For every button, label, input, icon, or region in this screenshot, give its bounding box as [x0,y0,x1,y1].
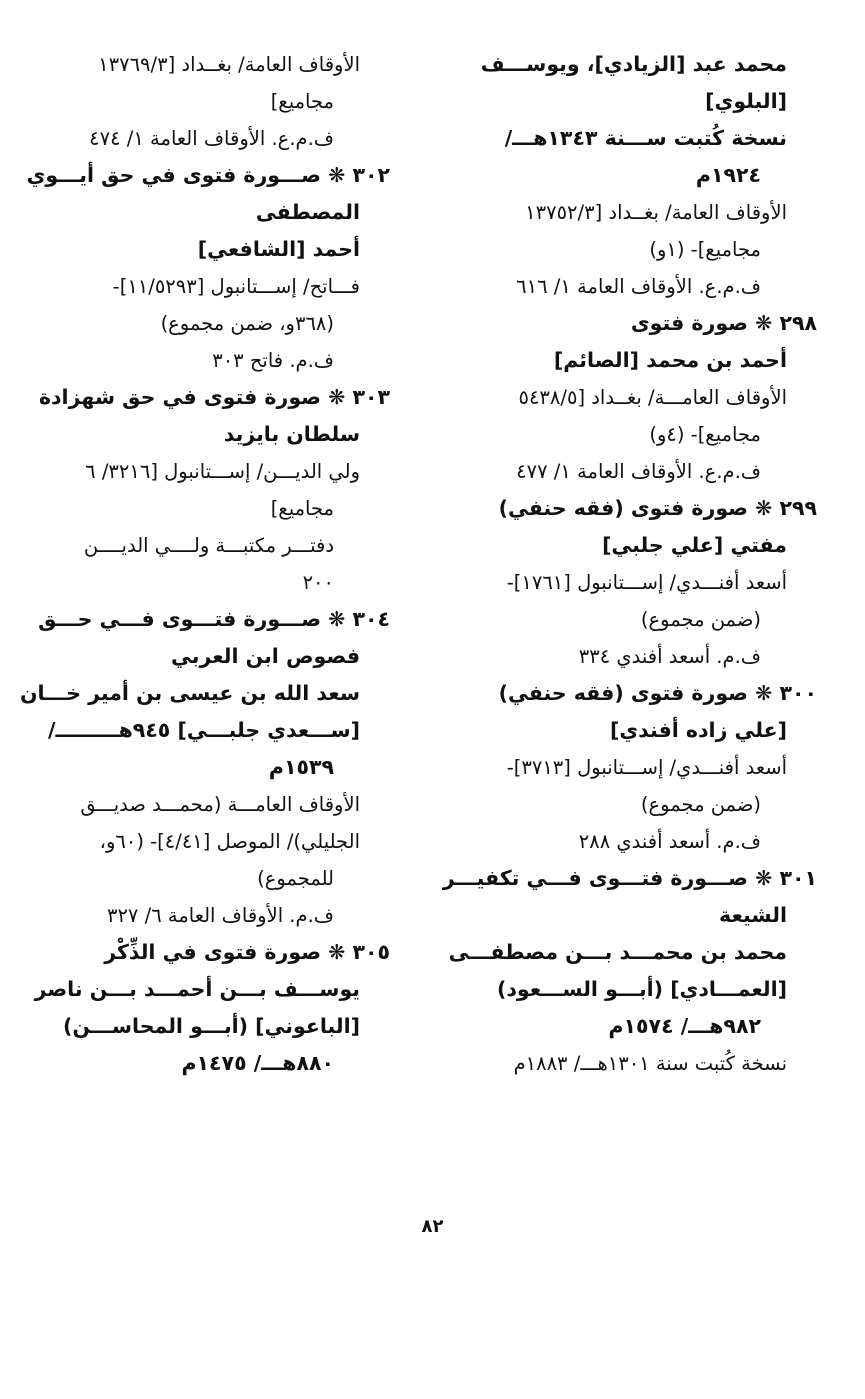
page-number: ٨٢ [421,1216,444,1237]
left-column-line: دفتـــر مكتبـــة ولــــي الديــــن [83,534,334,557]
right-column-line: ف.م.ع. الأوقاف العامة ١/ ٦١٦ [516,275,761,298]
right-column-line: ف.م. أسعد أفندي ٣٣٤ [578,645,761,668]
left-column-line: ٣٠٣ ❋ صورة فتوى في حق شهزادة [38,385,390,409]
right-column-line: أسعد أفنـــدي/ إســـتانبول [١٧٦١]- [506,571,787,594]
left-column-line: سعد الله بن عيسى بن أمير خـــان [19,681,360,705]
left-column-line: سلطان بايزيد [223,422,360,446]
right-column-line: أحمد بن محمد [الصائم] [553,348,787,372]
right-column-line: (ضمن مجموع) [640,793,761,816]
right-column-line: مفتي [علي جلبي] [602,533,787,557]
right-column-line: [العمـــادي] (أبـــو الســـعود) [497,977,787,1001]
left-column-line: ٨٨٠هـــ/ ١٤٧٥م [181,1051,334,1075]
right-column-line: محمد بن محمـــد بـــن مصطفـــى [448,940,787,964]
left-column-line: ٣٠٥ ❋ صورة فتوى في الذِّكْر [104,940,390,964]
left-column-line: ١٥٣٩م [268,755,334,779]
right-column-line: نسخة كُتبت ســـنة ١٣٤٣هـــ/ [504,126,787,150]
right-column-line: ف.م. أسعد أفندي ٢٨٨ [578,830,761,853]
right-column-line: ف.م.ع. الأوقاف العامة ١/ ٤٧٧ [516,460,761,483]
left-column-line: يوســـف بـــن أحمـــد بـــن ناصر [34,977,360,1001]
right-column-line: ١٩٢٤م [695,163,761,187]
left-column-line: ف.م.ع. الأوقاف العامة ١/ ٤٧٤ [89,127,334,150]
right-column-line: ٢٩٨ ❋ صورة فتوى [630,311,817,335]
left-column-line: الأوقاف العامة/ بغــداد [١٣٧٦٩/٣ [98,53,360,76]
left-column-line: فصوص ابن العربي [171,644,360,668]
right-column-line: مجاميع]- (١و) [649,238,761,261]
right-column-line: ٣٠١ ❋ صـــورة فتـــوى فـــي تكفيـــر [442,866,817,890]
right-column-line: أسعد أفنـــدي/ إســـتانبول [٣٧١٣]- [506,756,787,779]
right-column-line: نسخة كُتبت سنة ١٣٠١هـــ/ ١٨٨٣م [513,1052,787,1075]
right-column-line: محمد عبد [الزيادي]، ويوســـف [480,52,787,76]
left-column-line: ولي الديـــن/ إســـتانبول [٣٢١٦/ ٦ [85,460,360,483]
left-column-line: ٣٠٢ ❋ صـــورة فتوى في حق أيـــوي [26,163,390,187]
left-column-line: الجليلي)/ الموصل [٤/٤١]- (٦٠و، [99,830,360,853]
right-column-line: الأوقاف العامـــة/ بغــداد [٥٤٣٨/٥ [518,386,787,409]
left-column-line: ٣٠٤ ❋ صـــورة فتـــوى فـــي حـــق [38,607,390,631]
right-column-line: [البلوي] [705,89,787,113]
left-column-line: المصطفى [255,200,360,224]
left-column-line: [الباعوني] (أبـــو المحاســـن) [63,1014,360,1038]
right-column-line: [علي زاده أفندي] [609,718,787,742]
left-column-line: [ســـعدي جلبـــي] ٩٤٥هـــــــــ/ [48,718,360,742]
left-column [19,46,390,1082]
right-column-line: الشيعة [719,903,787,927]
left-column-line: ف.م. الأوقاف العامة ٦/ ٣٢٧ [106,904,334,927]
left-column-line: أحمد [الشافعي] [197,237,360,261]
left-column-line: مجاميع] [270,497,334,520]
left-column-line: ٢٠٠ [302,571,334,594]
right-column [442,46,817,1082]
left-column-line: الأوقاف العامـــة (محمـــد صديـــق [80,793,360,816]
right-column-line: (ضمن مجموع) [640,608,761,631]
left-column-line: للمجموع) [257,867,334,890]
right-column-line: ٩٨٢هـــ/ ١٥٧٤م [608,1014,761,1038]
right-column-line: ٢٩٩ ❋ صورة فتوى (فقه حنفي) [498,496,817,520]
left-column-line: ف.م. فاتح ٣٠٣ [212,349,334,372]
right-column-line: الأوقاف العامة/ بغــداد [١٣٧٥٢/٣ [525,201,787,224]
left-column-line: مجاميع] [270,90,334,113]
right-column-line: مجاميع]- (٤و) [649,423,761,446]
left-column-line: فـــاتح/ إســـتانبول [١١/٥٢٩٣]- [112,275,360,298]
right-column-line: ٣٠٠ ❋ صورة فتوى (فقه حنفي) [498,681,817,705]
left-column-line: (٣٦٨و، ضمن مجموع) [160,312,334,335]
